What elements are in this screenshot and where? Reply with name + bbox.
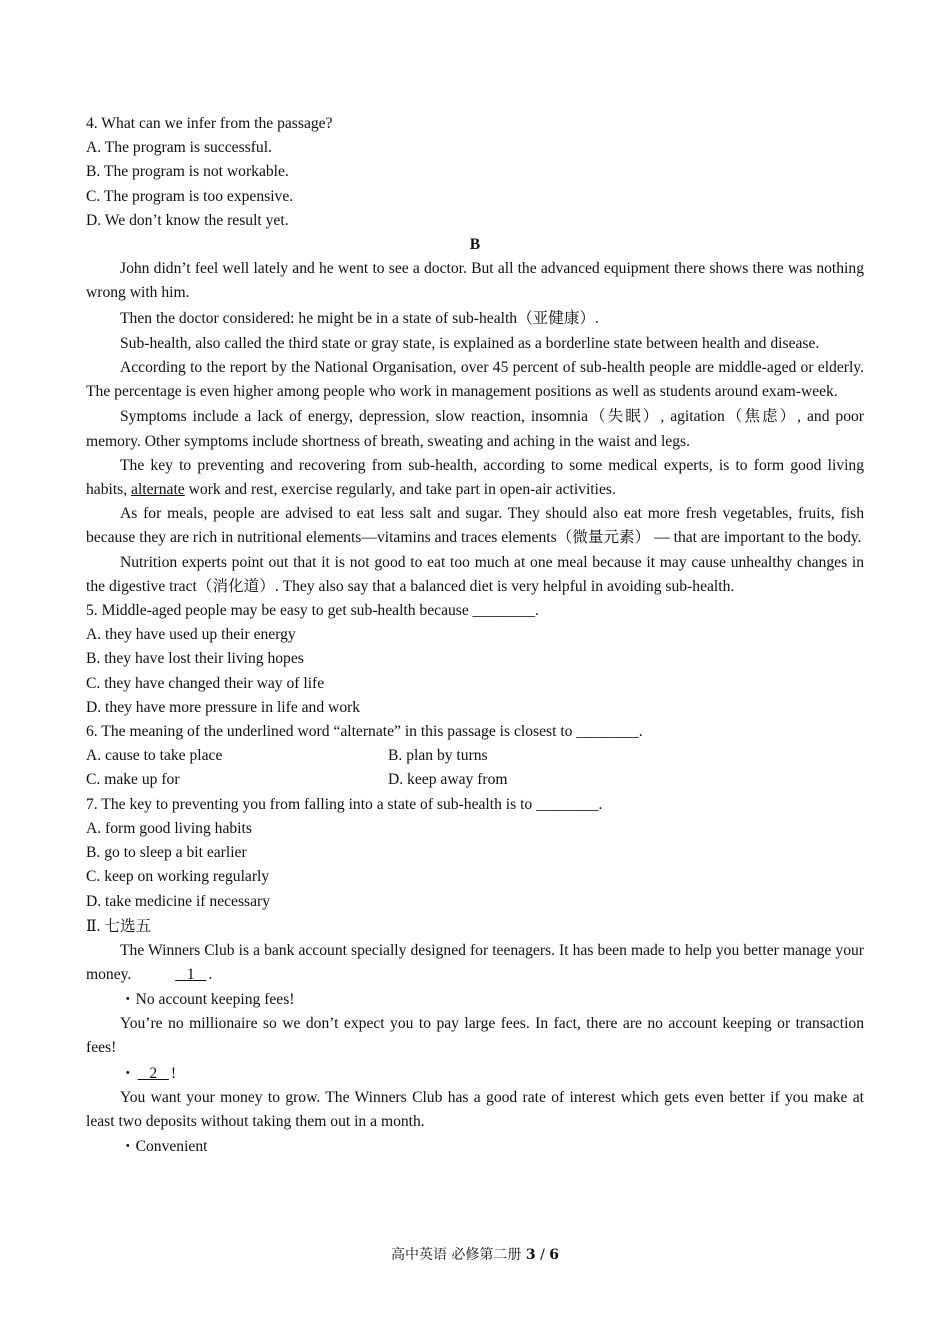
bullet-convenient: ・Convenient xyxy=(120,1137,208,1155)
document-page xyxy=(86,112,864,1159)
q4-option-b: B. The program is not workable. xyxy=(86,163,289,181)
section-2-p1-text: The Winners Club is a bank account specially designed for teenagers. It has been made to help you better manage your money. xyxy=(86,941,864,983)
q6-stem: 6. The meaning of the underlined word “alternate” in this passage is closest to ________. xyxy=(86,723,643,741)
q6-options-row-2 xyxy=(86,768,864,792)
q6-option-d: D. keep away from xyxy=(388,771,508,789)
passage-b-paragraph-1: John didn’t feel well lately and he went to see a doctor. But all the advanced equipment there shows there was nothing wrong with him. xyxy=(86,260,864,302)
blank-1[interactable] xyxy=(139,963,208,987)
underlined-word-alternate: alternate xyxy=(131,481,185,499)
passage-b-paragraph-5: Symptoms include a lack of energy, depression, slow reaction, insomnia（失眠）, agitation（焦虑）, and poor memory. Other symptoms include shortness of breath, sweating and aching in the waist and legs. xyxy=(86,408,864,450)
p6-text-after: work and rest, exercise regularly, and take part in open-air activities. xyxy=(184,481,616,499)
q5-option-c: C. they have changed their way of life xyxy=(86,674,325,692)
footer-title: 高中英语 必修第二册 xyxy=(390,1247,522,1263)
passage-b-paragraph-6 xyxy=(86,454,864,502)
q5-option-d: D. they have more pressure in life and work xyxy=(86,698,361,716)
blank-1-number: 1 xyxy=(186,965,195,983)
q4-option-c: C. The program is too expensive. xyxy=(86,187,294,205)
page-footer xyxy=(0,1244,950,1264)
q6-option-c: C. make up for xyxy=(86,771,180,789)
blank-2-number: 2 xyxy=(149,1064,158,1082)
q7-stem: 7. The key to preventing you from falling into a state of sub-health is to ________. xyxy=(86,795,603,813)
passage-b-paragraph-2: Then the doctor considered: he might be in a state of sub-health（亚健康）. xyxy=(120,309,599,327)
passage-b-paragraph-8: Nutrition experts point out that it is not good to eat too much at one meal because it may cause unhealthy changes in the digestive tract（消化道）. They also say that a balanced diet is very helpful in avoiding sub-health. xyxy=(86,553,864,595)
bullet-no-fees: ・No account keeping fees! xyxy=(120,991,295,1009)
section-2-title: Ⅱ. 七选五 xyxy=(86,917,152,935)
q7-option-d: D. take medicine if necessary xyxy=(86,892,271,910)
footer-page-number: 3 xyxy=(525,1247,536,1263)
q4-stem: 4. What can we infer from the passage? xyxy=(86,115,333,132)
q7-option-a: A. form good living habits xyxy=(86,819,252,837)
section-2-paragraph-2: You’re no millionaire so we don’t expect you to pay large fees. In fact, there are no account keeping or transaction fees! xyxy=(86,1015,864,1057)
section-2-paragraph-3: You want your money to grow. The Winners Club has a good rate of interest which gets even better if you make at least two deposits without taking them out in a month. xyxy=(86,1088,864,1130)
q6-option-b: B. plan by turns xyxy=(388,747,488,765)
q7-option-c: C. keep on working regularly xyxy=(86,868,270,886)
q5-option-b: B. they have lost their living hopes xyxy=(86,650,304,668)
blank-2[interactable] xyxy=(136,1061,171,1086)
bullet-blank-2 xyxy=(86,1061,864,1086)
p6-text-before: The key to preventing and recovering from sub-health, according to some medical experts, is to form good living habits, xyxy=(86,456,864,499)
q5-stem: 5. Middle-aged people may be easy to get sub-health because ________. xyxy=(86,602,539,620)
passage-b-paragraph-4: According to the report by the National Organisation, over 45 percent of sub-health people are middle-aged or elderly. The percentage is even higher among people who work in management positions as well as students around exam-week. xyxy=(86,359,864,401)
q6-option-a: A. cause to take place xyxy=(86,747,223,765)
q4-option-d: D. We don’t know the result yet. xyxy=(86,211,289,229)
q5-option-a: A. they have used up their energy xyxy=(86,626,296,644)
section-2-paragraph-1: The Winners Club is a bank account specially designed for teenagers. It has been made to help you better manage your money. 1 . xyxy=(86,939,864,987)
footer-total-pages: 6 xyxy=(549,1247,560,1263)
passage-b-paragraph-3: Sub-health, also called the third state or gray state, is explained as a borderline state between health and disease. xyxy=(120,334,820,352)
q6-options-row-1 xyxy=(86,744,864,768)
q4-option-a: A. The program is successful. xyxy=(86,139,272,157)
passage-b-paragraph-7: As for meals, people are advised to eat less salt and sugar. They should also eat more fresh vegetables, fruits, fish because they are rich in nutritional elements—vitamins and traces elements（微量元素） — that are important to the body. xyxy=(86,505,864,547)
passage-b-heading: B xyxy=(469,236,481,254)
footer-separator: / xyxy=(540,1247,545,1263)
bullet-2-exclamation: ! xyxy=(170,1064,177,1082)
bullet-2-dot: ・ xyxy=(120,1064,136,1082)
q7-option-b: B. go to sleep a bit earlier xyxy=(86,844,247,862)
